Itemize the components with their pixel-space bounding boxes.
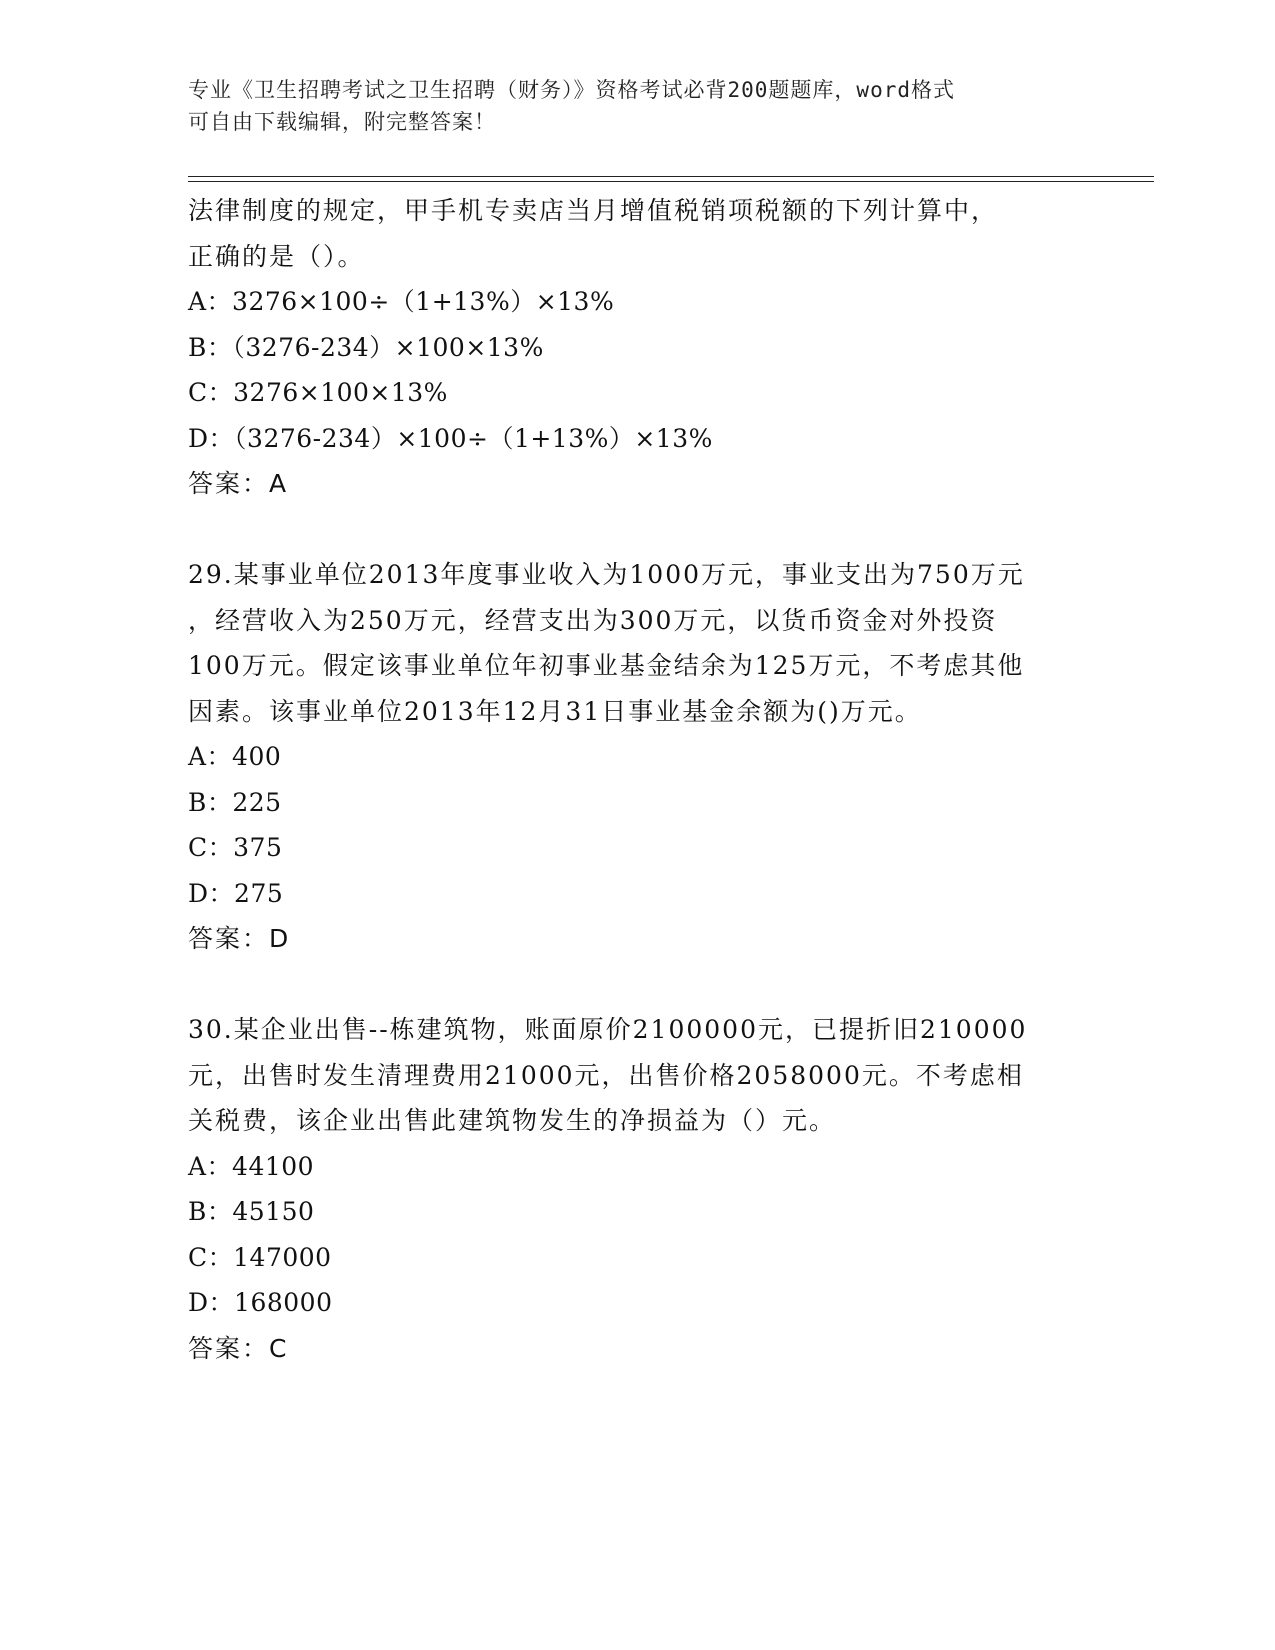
- option-b: B：45150: [188, 1197, 315, 1226]
- document-header: [188, 74, 1068, 138]
- header-title-line-2: 可自由下载编辑，附完整答案！: [188, 110, 496, 134]
- question-stem-line: 因素。该事业单位2013年12月31日事业基金余额为()万元。: [188, 696, 922, 726]
- option-a: A：44100: [188, 1151, 315, 1181]
- header-title-line-1: 专业《卫生招聘考试之卫生招聘（财务）》资格考试必背200题题库，word格式: [188, 78, 955, 102]
- option-d: D：168000: [188, 1288, 333, 1317]
- option-a: A：3276×100÷（1+13%）×13%: [188, 287, 615, 316]
- question-stem-line: ，经营收入为250万元，经营支出为300万元，以货币资金对外投资: [188, 605, 998, 635]
- document-body: [188, 188, 1088, 1371]
- question-stem-line: 法律制度的规定，甲手机专卖店当月增值税销项税额的下列计算中，: [188, 196, 999, 225]
- option-a: A：400: [188, 742, 282, 771]
- question-stem-line: 30.某企业出售--栋建筑物，账面原价2100000元，已提折旧210000: [188, 1015, 1028, 1044]
- question-stem-line: 100万元。假定该事业单位年初事业基金结余为125万元，不考虑其他: [188, 651, 1025, 680]
- question-stem-line: 元，出售时发生清理费用21000元，出售价格2058000元。不考虑相: [188, 1060, 1024, 1090]
- question-stem-line: 29.某事业单位2013年度事业收入为1000万元，事业支出为750万元: [188, 560, 1025, 589]
- spacer: [188, 507, 1088, 553]
- question-stem-line: 关税费，该企业出售此建筑物发生的净损益为（）元。: [188, 1106, 837, 1135]
- answer-label: 答案：C: [188, 1333, 289, 1363]
- header-divider-bottom: [188, 181, 1154, 182]
- question-30: [188, 1007, 1088, 1371]
- answer-label: 答案：D: [188, 924, 291, 953]
- option-d: D：（3276-234）×100÷（1+13%）×13%: [188, 423, 713, 453]
- option-b: B：225: [188, 787, 282, 817]
- question-stem-line: 正确的是（）。: [188, 241, 365, 271]
- option-b: B：（3276-234）×100×13%: [188, 332, 544, 362]
- option-c: C：3276×100×13%: [188, 378, 448, 407]
- option-c: C：375: [188, 833, 283, 862]
- answer-label: 答案：A: [188, 469, 289, 498]
- question-29: [188, 552, 1088, 962]
- header-divider-top: [188, 176, 1154, 177]
- option-c: C：147000: [188, 1242, 332, 1272]
- option-d: D：275: [188, 878, 284, 908]
- question-28: [188, 188, 1088, 507]
- spacer: [188, 962, 1088, 1008]
